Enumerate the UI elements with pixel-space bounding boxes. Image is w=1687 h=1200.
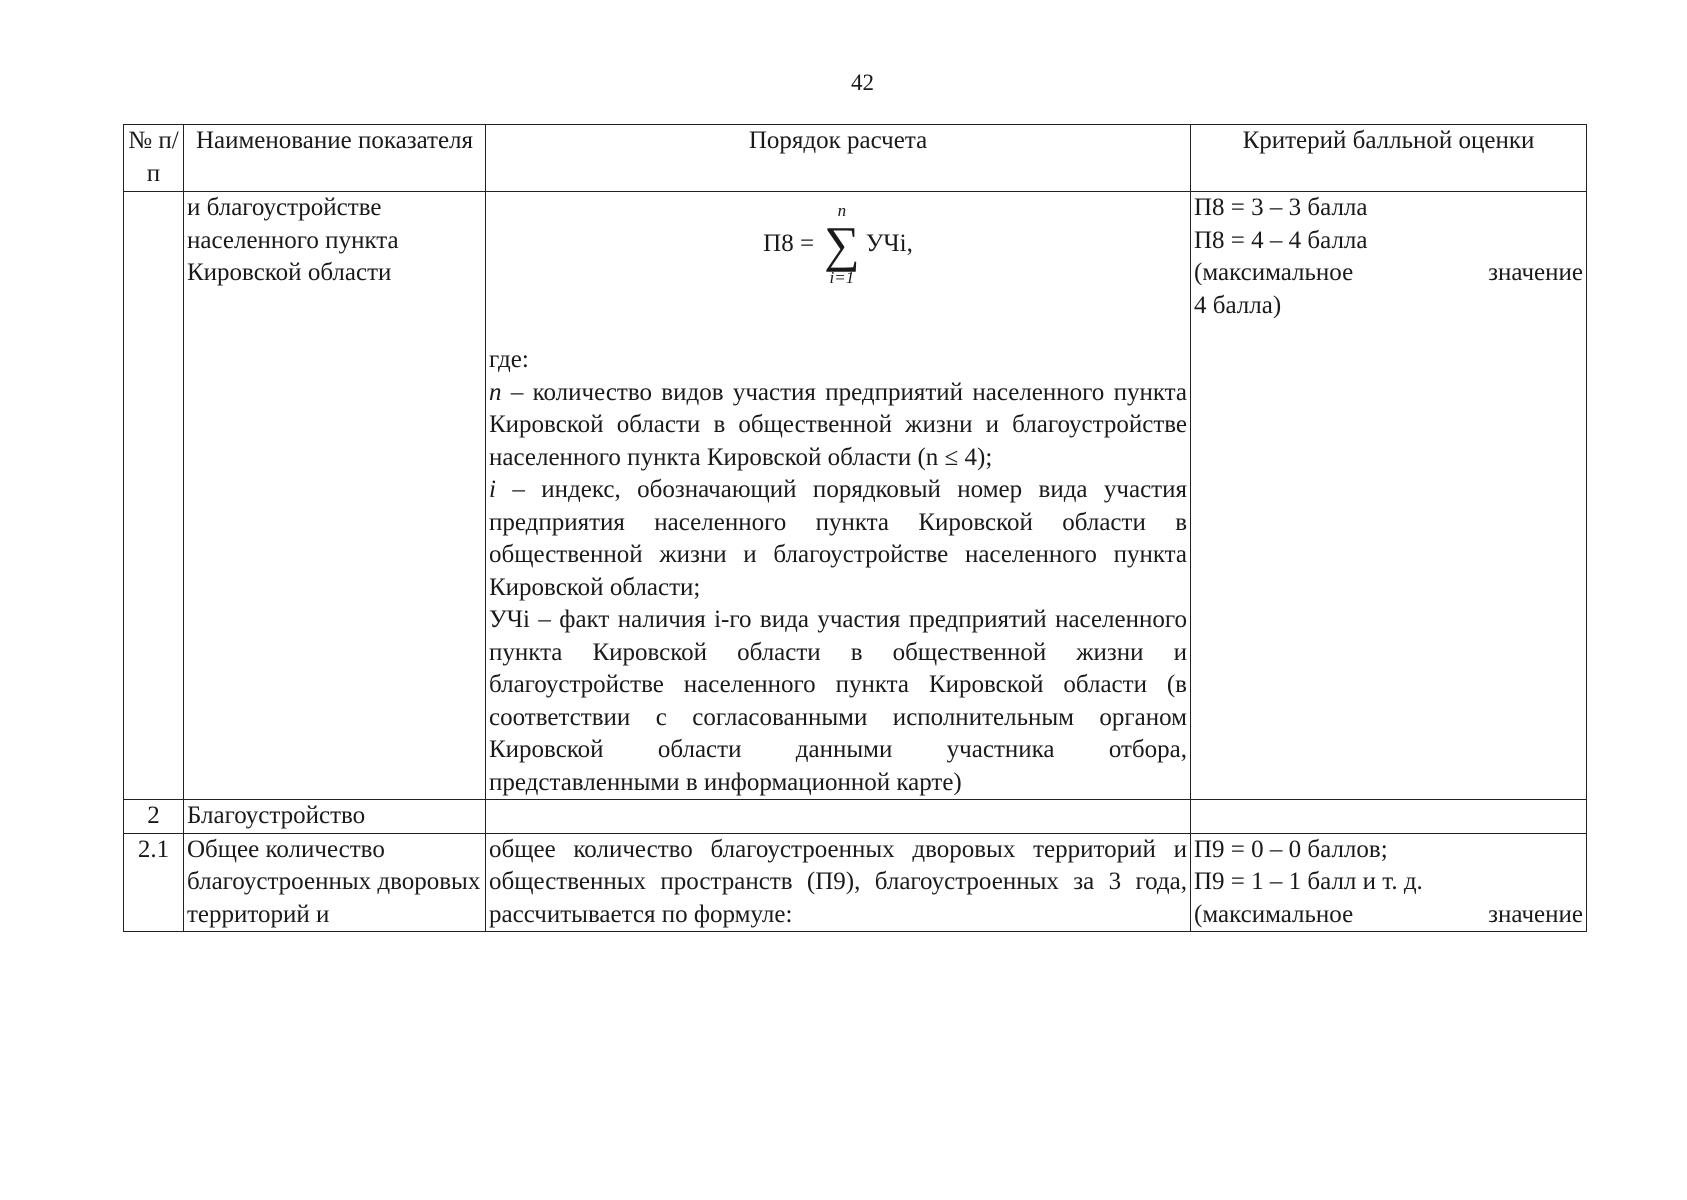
page-number: 42	[851, 70, 874, 95]
row1-calc	[486, 192, 1191, 800]
n-var: n	[489, 378, 502, 406]
criteria-line: 4 балла)	[1194, 291, 1282, 319]
sum-symbol	[824, 202, 860, 286]
table-row	[124, 192, 1587, 800]
i-var: i	[489, 476, 496, 503]
row1-criteria	[1191, 192, 1587, 800]
n-desc: – количество видов участия предприятий населенного пункта Кировской области в общественной жизни и благоустройстве населенного пункта Кировской области (n ≤ 4);	[489, 378, 1187, 471]
criteria-max-label: (максимальное	[1194, 259, 1354, 286]
n-definition	[489, 377, 1187, 475]
header-num: № п/п	[124, 125, 184, 192]
criteria-line	[1194, 899, 1583, 932]
criteria-line: П8 = 3 – 3 балла	[1194, 194, 1368, 221]
row3-calc: общее количество благоустроенных дворовых территорий и общественных пространств (П9), благоустроенных за 3 года, рассчитывается по формуле:	[486, 833, 1191, 932]
row1-name: и благоустройстве населенного пункта Кировской области	[184, 192, 486, 800]
row1-num	[124, 192, 184, 800]
uch-desc: – факт наличия i-го вида участия предприятий населенного пункта Кировской области в общественной жизни и благоустройстве населенного пункта Кировской области (в соответствии с согласованными исполнительным органом Кировской области данными участника отбора, представленными в информационной карте)	[489, 606, 1187, 796]
table-header-row	[124, 125, 1587, 192]
header-criteria: Критерий балльной оценки	[1191, 125, 1587, 192]
formula-lhs: П8 =	[763, 229, 815, 257]
criteria-value-label: значение	[1488, 900, 1583, 928]
row2-calc	[486, 800, 1191, 834]
row3-name: Общее количество благоустроенных дворовых территорий и	[184, 833, 486, 932]
uch-var: УЧi	[489, 606, 530, 633]
row3-criteria	[1191, 833, 1587, 932]
header-calc: Порядок расчета	[486, 125, 1191, 192]
sigma-glyph: ∑	[824, 216, 860, 272]
criteria-value-label: значение	[1488, 259, 1583, 286]
where-label: где:	[489, 346, 529, 373]
formula-p8	[489, 192, 1187, 344]
i-desc: – индекс, обозначающий порядковый номер вида участия предприятия населенного пункта Кировской области в общественной жизни и благоустройстве населенного пункта Кировской области;	[489, 476, 1187, 601]
row2-num: 2	[124, 800, 184, 834]
criteria-line	[1194, 257, 1583, 290]
sum-lower: i=1	[829, 268, 855, 287]
criteria-line: П9 = 0 – 0 баллов;	[1194, 835, 1388, 863]
criteria-line: П9 = 1 – 1 балл и т. д.	[1194, 868, 1423, 895]
uch-definition	[489, 604, 1187, 799]
row3-num: 2.1	[124, 833, 184, 932]
criteria-line: П8 = 4 – 4 балла	[1194, 226, 1368, 254]
table-row	[124, 833, 1587, 932]
header-name: Наименование показателя	[184, 125, 486, 192]
criteria-max-label: (максимальное	[1194, 900, 1354, 928]
row2-name: Благоустройство	[184, 800, 486, 834]
row2-criteria	[1191, 800, 1587, 834]
formula-rhs: УЧi,	[865, 229, 913, 257]
table-row	[124, 800, 1587, 834]
criteria-table	[123, 124, 1587, 932]
i-definition	[489, 474, 1187, 604]
sum-upper: n	[837, 201, 847, 220]
